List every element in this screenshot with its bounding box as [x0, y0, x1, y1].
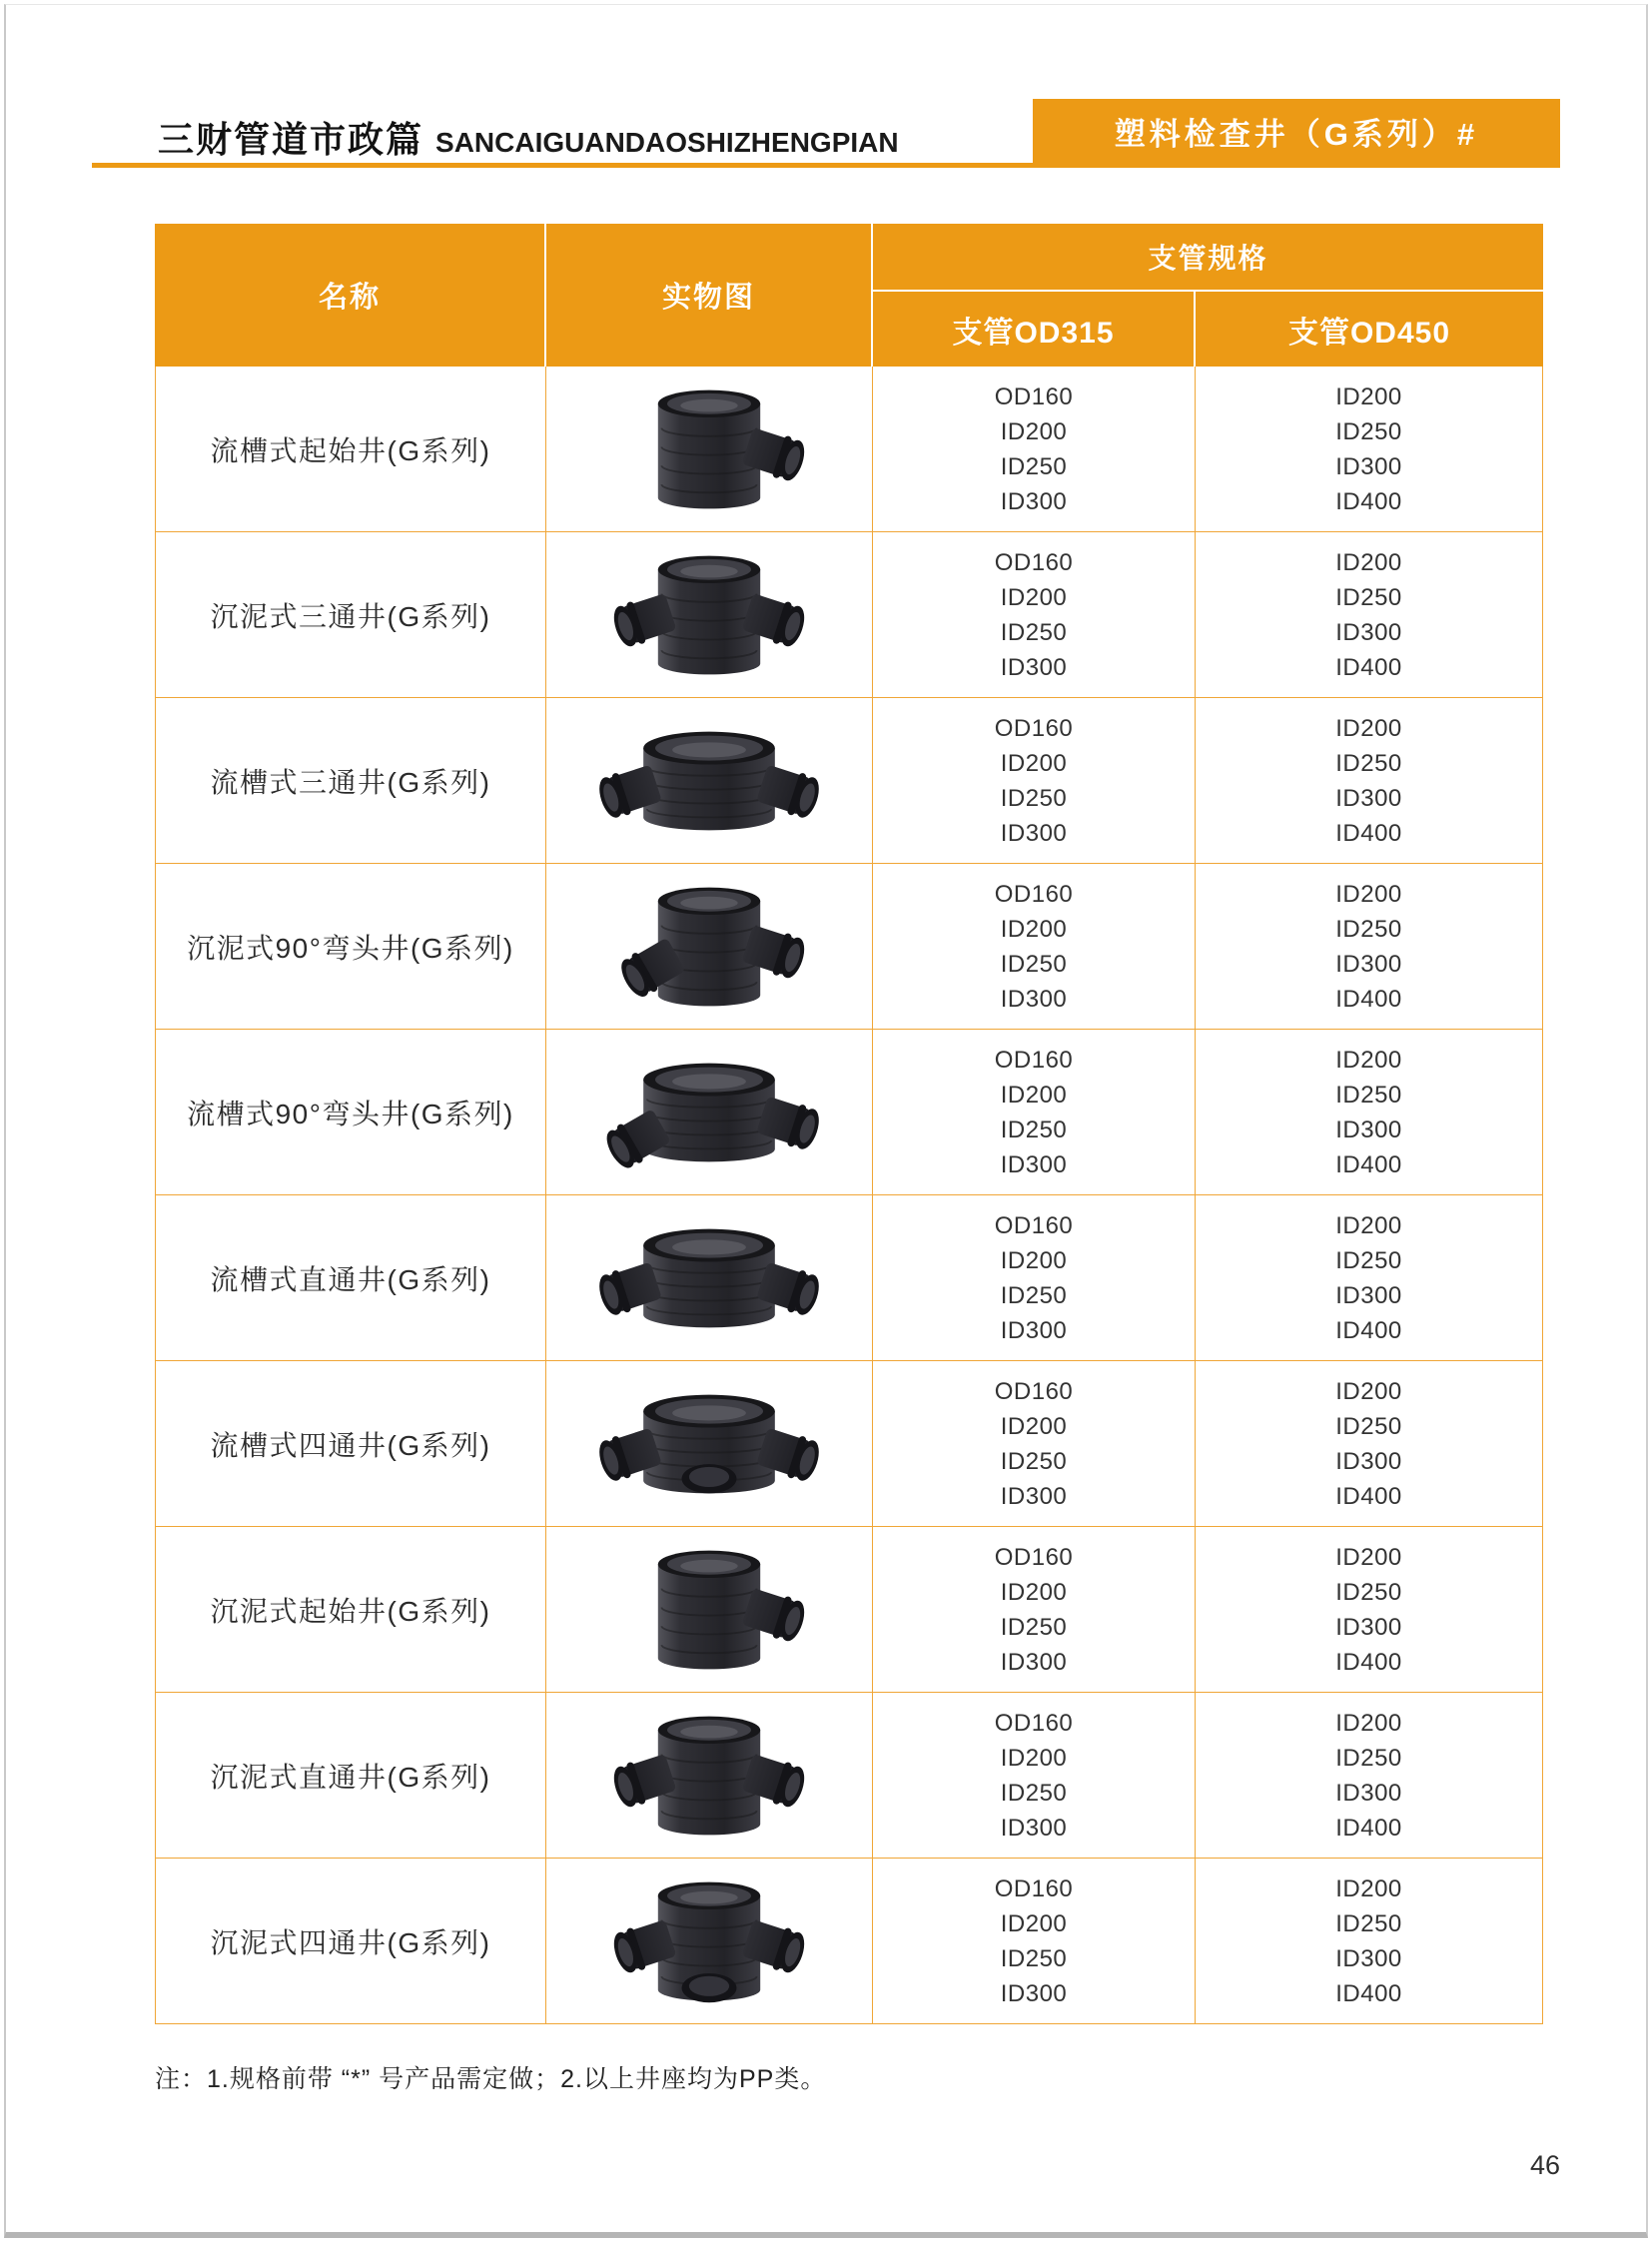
- od450-spec-list: [1196, 1527, 1542, 1692]
- spec-value: ID300: [1335, 1779, 1402, 1807]
- spec-value: ID250: [1000, 1613, 1068, 1641]
- spec-value: ID300: [1335, 618, 1402, 646]
- spec-value: OD160: [994, 1377, 1074, 1405]
- spec-value: ID200: [1000, 915, 1068, 943]
- spec-value: ID200: [1335, 1377, 1402, 1405]
- spec-value: ID300: [1335, 1116, 1402, 1143]
- spec-value: ID200: [1000, 1578, 1068, 1606]
- spec-value: OD160: [994, 1046, 1074, 1074]
- spec-value: ID200: [1000, 583, 1068, 611]
- od450-spec-list: [1196, 367, 1542, 531]
- spec-value: ID400: [1335, 985, 1402, 1013]
- od450-spec-list: [1196, 864, 1542, 1029]
- channel-tee-well-photo: [546, 698, 873, 863]
- spec-value: ID250: [1335, 1578, 1402, 1606]
- spec-value: ID300: [1000, 1150, 1068, 1178]
- spec-value: ID250: [1000, 452, 1068, 480]
- header-rule: [92, 163, 1560, 168]
- spec-value: ID400: [1335, 1814, 1402, 1842]
- section-badge: [1033, 99, 1560, 163]
- product-name: 流槽式90°弯头井(G系列): [156, 1030, 546, 1194]
- spec-value: ID250: [1335, 915, 1402, 943]
- od315-spec-list: [873, 367, 1196, 531]
- spec-value: ID250: [1000, 950, 1068, 978]
- od450-spec-list: [1196, 1859, 1542, 2023]
- spec-value: ID400: [1335, 1316, 1402, 1344]
- sediment-starter-well-photo: [546, 1527, 873, 1692]
- spec-value: ID250: [1335, 1412, 1402, 1440]
- product-name: 沉泥式直通井(G系列): [156, 1693, 546, 1858]
- spec-value: ID200: [1335, 1709, 1402, 1737]
- od450-spec-list: [1196, 1693, 1542, 1858]
- product-row: [156, 1693, 1542, 1859]
- od450-spec-list: [1196, 698, 1542, 863]
- spec-value: OD160: [994, 880, 1074, 908]
- spec-value: OD160: [994, 1874, 1074, 1902]
- spec-value: ID300: [1000, 985, 1068, 1013]
- spec-value: ID400: [1335, 1482, 1402, 1510]
- spec-value: ID400: [1335, 819, 1402, 847]
- spec-value: ID300: [1335, 1613, 1402, 1641]
- product-row: [156, 532, 1542, 698]
- product-name: 流槽式直通井(G系列): [156, 1195, 546, 1360]
- od450-spec-list: [1196, 1361, 1542, 1526]
- channel-cross-well-photo: [546, 1361, 873, 1526]
- spec-value: OD160: [994, 382, 1074, 410]
- spec-value: ID300: [1335, 784, 1402, 812]
- spec-value: ID250: [1000, 1116, 1068, 1143]
- channel-elbow-well-photo: [546, 1030, 873, 1194]
- od315-spec-list: [873, 1527, 1196, 1692]
- spec-value: ID400: [1335, 487, 1402, 515]
- spec-value: ID300: [1335, 1944, 1402, 1972]
- spec-value: ID250: [1335, 1744, 1402, 1772]
- od450-spec-list: [1196, 1030, 1542, 1194]
- channel-starter-well-photo: [546, 367, 873, 531]
- spec-value: ID400: [1335, 653, 1402, 681]
- spec-value: ID300: [1000, 1648, 1068, 1676]
- spec-value: ID200: [1000, 1081, 1068, 1109]
- footnote: 注：1.规格前带 “*” 号产品需定做；2.以上井座均为PP类。: [155, 2065, 827, 2093]
- column-header-od315: 支管OD315: [873, 292, 1196, 367]
- column-header-name: 名称: [155, 224, 546, 367]
- spec-value: ID250: [1335, 749, 1402, 777]
- product-name: 沉泥式90°弯头井(G系列): [156, 864, 546, 1029]
- spec-value: ID200: [1335, 1874, 1402, 1902]
- section-badge-label: 塑料检查井（G系列）#: [1114, 116, 1479, 152]
- spec-value: ID250: [1000, 1447, 1068, 1475]
- product-name: 沉泥式四通井(G系列): [156, 1859, 546, 2023]
- column-header-spec-group: 支管规格: [873, 224, 1543, 292]
- product-row: [156, 1361, 1542, 1527]
- spec-value: ID300: [1000, 1316, 1068, 1344]
- column-header-od450: 支管OD450: [1287, 316, 1451, 350]
- spec-value: ID250: [1000, 1779, 1068, 1807]
- spec-value: ID250: [1335, 1246, 1402, 1274]
- spec-value: ID250: [1000, 784, 1068, 812]
- od315-spec-list: [873, 864, 1196, 1029]
- spec-value: ID400: [1335, 1979, 1402, 2007]
- product-name: 沉泥式三通井(G系列): [156, 532, 546, 697]
- spec-value: ID300: [1000, 1814, 1068, 1842]
- spec-value: ID200: [1335, 548, 1402, 576]
- page-masthead: [158, 112, 899, 163]
- od450-spec-list: [1196, 532, 1542, 697]
- spec-value: ID300: [1335, 1447, 1402, 1475]
- od450-spec-list: [1196, 1195, 1542, 1360]
- product-name: 流槽式起始井(G系列): [156, 367, 546, 531]
- spec-value: ID300: [1335, 452, 1402, 480]
- product-name: 沉泥式起始井(G系列): [156, 1527, 546, 1692]
- spec-value: ID200: [1000, 1909, 1068, 1937]
- column-header-photo: 实物图: [546, 224, 873, 367]
- spec-value: ID300: [1335, 950, 1402, 978]
- product-row: [156, 864, 1542, 1030]
- sediment-tee-well-photo: [546, 532, 873, 697]
- product-row: [156, 698, 1542, 864]
- sediment-cross-well-photo: [546, 1859, 873, 2023]
- od315-spec-list: [873, 1859, 1196, 2023]
- spec-value: ID200: [1335, 1211, 1402, 1239]
- table-header: [155, 224, 1543, 367]
- spec-value: OD160: [994, 1709, 1074, 1737]
- od315-spec-list: [873, 1693, 1196, 1858]
- spec-value: ID250: [1000, 618, 1068, 646]
- series-title-pinyin: SANCAIGUANDAOSHIZHENGPIAN: [435, 127, 899, 158]
- sediment-straight-well-photo: [546, 1693, 873, 1858]
- product-row: [156, 1859, 1542, 2023]
- spec-value: ID400: [1335, 1648, 1402, 1676]
- spec-value: ID200: [1000, 1744, 1068, 1772]
- spec-value: ID300: [1000, 819, 1068, 847]
- spec-value: ID200: [1335, 382, 1402, 410]
- spec-value: ID200: [1335, 714, 1402, 742]
- column-header-spec-group-wrap: [873, 224, 1543, 367]
- series-title-chinese: 三财管道市政篇: [158, 119, 424, 160]
- spec-value: ID300: [1000, 653, 1068, 681]
- page-number: 46: [1530, 2150, 1561, 2180]
- spec-value: ID300: [1000, 487, 1068, 515]
- spec-value: OD160: [994, 1543, 1074, 1571]
- channel-straight-well-photo: [546, 1195, 873, 1360]
- spec-value: OD160: [994, 548, 1074, 576]
- product-name: 流槽式三通井(G系列): [156, 698, 546, 863]
- spec-value: ID200: [1335, 1543, 1402, 1571]
- od315-spec-list: [873, 698, 1196, 863]
- spec-value: ID200: [1335, 1046, 1402, 1074]
- spec-value: ID300: [1000, 1482, 1068, 1510]
- spec-value: ID200: [1335, 880, 1402, 908]
- spec-value: OD160: [994, 714, 1074, 742]
- spec-value: ID250: [1335, 1909, 1402, 1937]
- spec-value: ID200: [1000, 1412, 1068, 1440]
- spec-value: ID250: [1335, 583, 1402, 611]
- product-name: 流槽式四通井(G系列): [156, 1361, 546, 1526]
- spec-value: ID250: [1335, 417, 1402, 445]
- product-row: [156, 1030, 1542, 1195]
- product-row: [156, 367, 1542, 532]
- spec-value: ID200: [1000, 1246, 1068, 1274]
- od315-spec-list: [873, 1030, 1196, 1194]
- product-spec-table: [155, 224, 1543, 2024]
- spec-value: ID250: [1000, 1944, 1068, 1972]
- od315-spec-list: [873, 1195, 1196, 1360]
- product-row: [156, 1527, 1542, 1693]
- sediment-elbow-well-photo: [546, 864, 873, 1029]
- spec-value: ID200: [1000, 417, 1068, 445]
- od315-spec-list: [873, 532, 1196, 697]
- od315-spec-list: [873, 1361, 1196, 1526]
- spec-value: ID300: [1335, 1281, 1402, 1309]
- spec-value: ID250: [1335, 1081, 1402, 1109]
- spec-value: ID250: [1000, 1281, 1068, 1309]
- product-row: [156, 1195, 1542, 1361]
- column-header-spec-split: [873, 292, 1543, 367]
- spec-value: ID300: [1000, 1979, 1068, 2007]
- spec-value: ID400: [1335, 1150, 1402, 1178]
- spec-value: OD160: [994, 1211, 1074, 1239]
- spec-value: ID200: [1000, 749, 1068, 777]
- table-body: [155, 367, 1543, 2024]
